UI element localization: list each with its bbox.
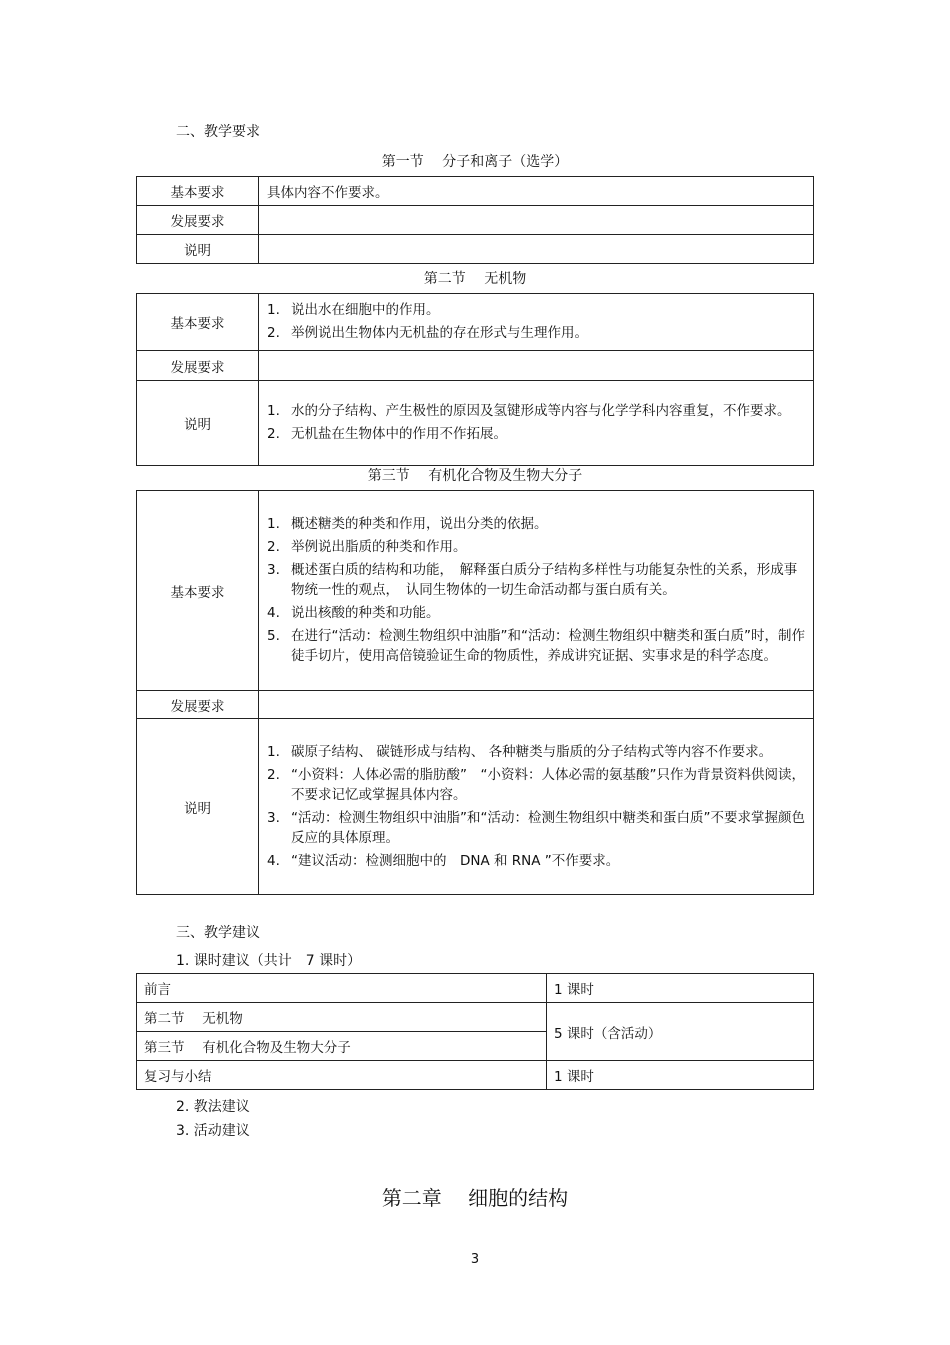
section3-table [136,490,814,895]
item-text: “建议活动：检测细胞中的 DNA 和 RNA ”不作要求。 [291,852,620,869]
item-number: 3. [267,562,280,578]
sub-heading-hours: 1. 课时建议（共计 7 课时） [176,953,362,969]
row-content [259,294,814,351]
table-row [137,1061,814,1090]
item-number: 1. [267,302,280,318]
item-text: 无机盐在生物体中的作用不作拓展。 [291,426,507,442]
hours-table [136,973,814,1090]
item-text: 碳原子结构、 碳链形成与结构、 各种糖类与脂质的分子结构式等内容不作要求。 [291,743,773,760]
list-item [267,560,805,600]
table-row [137,177,814,206]
list-item [267,323,805,343]
item-text: 说出核酸的种类和功能。 [291,605,440,621]
item-text: “活动：检测生物组织中油脂”和“活动：检测生物组织中糖类和蛋白质”不要求掌握颜色反应的具体原理。 [291,809,805,846]
item-text: 在进行“活动：检测生物组织中油脂”和“活动：检测生物组织中糖类和蛋白质”时，制作徒手切片，使用高倍镜验证生命的物质性，养成讲究证据、实事求是的科学态度。 [291,628,805,664]
section3-title: 第三节 有机化合物及生物大分子 [367,468,583,484]
row-label: 发展要求 [137,351,259,381]
heading-teaching-requirements: 二、教学要求 [176,124,260,140]
heading-teaching-suggestions: 三、教学建议 [176,925,260,941]
item-text: 概述蛋白质的结构和功能， 解释蛋白质分子结构多样性与功能复杂性的关系，形成事物统一性的观点， 认同生物体的一切生命活动都与蛋白质有关。 [291,562,798,598]
row-label: 说明 [137,381,259,466]
list-item [267,851,805,871]
list-item [267,765,805,805]
section2-title: 第二节 无机物 [423,271,527,287]
row-content [259,351,814,381]
row-content [259,719,814,895]
row-content: 具体内容不作要求。 [259,177,814,206]
row-label: 基本要求 [137,491,259,691]
table-row [137,974,814,1003]
page-number: 3 [470,1252,480,1267]
item-number: 1. [267,516,280,532]
list-item [267,742,805,762]
hours-item: 前言 [137,974,547,1003]
hours-value: 5 课时（含活动） [547,1003,814,1061]
list-item [267,300,805,320]
item-number: 1. [267,743,280,760]
hours-item: 第三节 有机化合物及生物大分子 [137,1032,547,1061]
row-label: 发展要求 [137,691,259,719]
sub-heading-methods: 2. 教法建议 [176,1099,250,1115]
row-label: 基本要求 [137,294,259,351]
item-number: 2. [267,766,280,783]
row-content [259,206,814,235]
list-item [267,424,805,444]
section1-table [136,176,814,264]
sub-heading-activities: 3. 活动建议 [176,1123,250,1139]
chapter-title: 第二章 细胞的结构 [381,1186,569,1210]
row-label: 基本要求 [137,177,259,206]
list-item [267,401,805,421]
row-content [259,691,814,719]
row-label: 说明 [137,235,259,264]
row-label: 说明 [137,719,259,895]
table-row [137,206,814,235]
table-row [137,491,814,691]
item-text: 概述糖类的种类和作用，说出分类的依据。 [291,516,548,532]
list-item [267,626,805,666]
item-text: 举例说出脂质的种类和作用。 [291,539,467,555]
table-row [137,1003,814,1032]
table-row [137,719,814,895]
list-item [267,808,805,848]
table-row [137,381,814,466]
item-text: “小资料：人体必需的脂肪酸” “小资料：人体必需的氨基酸”只作为背景资料供阅读，不要求记忆或掌握具体内容。 [291,766,805,803]
table-row [137,235,814,264]
item-number: 2. [267,426,280,442]
section1-title: 第一节 分子和离子（选学） [381,154,569,170]
item-number: 5. [267,628,280,644]
list-item [267,603,805,623]
item-text: 说出水在细胞中的作用。 [291,302,440,318]
hours-item: 复习与小结 [137,1061,547,1090]
item-text: 举例说出生物体内无机盐的存在形式与生理作用。 [291,325,588,341]
hours-value: 1 课时 [547,1061,814,1090]
section2-table [136,293,814,466]
row-content [259,235,814,264]
row-content [259,381,814,466]
item-number: 4. [267,605,280,621]
table-row [137,691,814,719]
item-number: 4. [267,852,280,869]
row-label: 发展要求 [137,206,259,235]
table-row [137,294,814,351]
list-item [267,537,805,557]
item-text: 水的分子结构、产生极性的原因及氢键形成等内容与化学学科内容重复，不作要求。 [291,403,791,419]
hours-item: 第二节 无机物 [137,1003,547,1032]
item-number: 2. [267,539,280,555]
item-number: 1. [267,403,280,419]
row-content [259,491,814,691]
list-item [267,514,805,534]
hours-value: 1 课时 [547,974,814,1003]
item-number: 2. [267,325,280,341]
table-row [137,351,814,381]
item-number: 3. [267,809,280,826]
